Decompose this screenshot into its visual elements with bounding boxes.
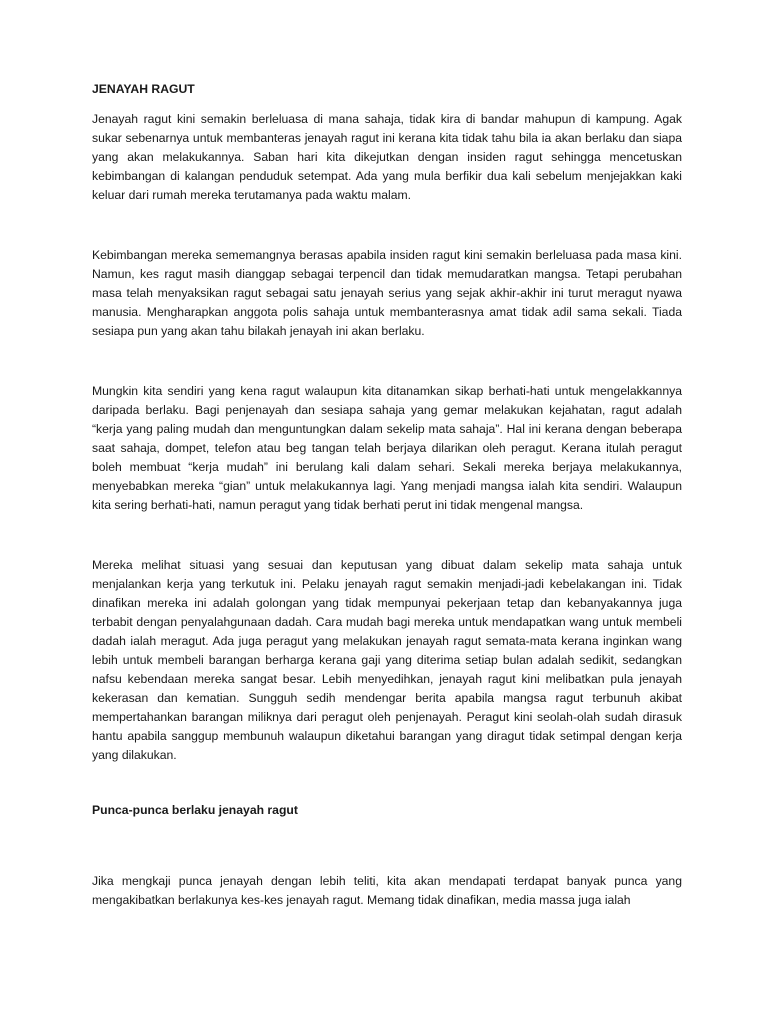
paragraph-3: Mungkin kita sendiri yang kena ragut walaupun kita ditanamkan sikap berhati-hati untuk mengelakkannya daripada berlaku. Bagi penjenayah dan sesiapa sahaja yang gemar melakukan kejahatan, ragut adalah “kerja yang paling mudah dan menguntungkan dalam sekelip mata sahaja”. Hal ini kerana dengan beberapa saat sahaja, dompet, telefon atau beg tangan telah berjaya dilarikan oleh peragut. Kerana itulah peragut boleh membuat “kerja mudah” ini berulang kali dalam sehari. Sekali mereka berjaya melakukannya, menyebabkan mereka “gian” untuk melakukannya lagi. Yang menjadi mangsa ialah kita sendiri. Walaupun kita sering berhati-hati, namun peragut yang tidak berhati perut ini tidak mengenal mangsa. xyxy=(92,384,682,512)
paragraph-spacer xyxy=(92,341,682,382)
paragraph-spacer xyxy=(92,205,682,246)
paragraph-2: Kebimbangan mereka sememangnya berasas apabila insiden ragut kini semakin berleluasa pada masa kini. Namun, kes ragut masih dianggap sebagai terpencil dan tidak memudaratkan mangsa. Tetapi perubahan masa telah menyaksikan ragut sebagai satu jenayah serius yang sejak akhir-akhir ini turut meragut nyawa manusia. Mengharapkan anggota polis sahaja untuk membanterasnya amat tidak adil sama sekali. Tiada sesiapa pun yang akan tahu bilakah jenayah ini akan berlaku. xyxy=(92,248,682,338)
paragraph-spacer xyxy=(92,831,682,872)
paragraph-5: Jika mengkaji punca jenayah dengan lebih teliti, kita akan mendapati terdapat banyak punca yang mengakibatkan berlakunya kes-kes jenayah ragut. Memang tidak dinafikan, media massa juga ialah xyxy=(92,874,682,907)
document-title: JENAYAH RAGUT xyxy=(92,82,195,96)
paragraph-spacer xyxy=(92,515,682,556)
paragraph-spacer xyxy=(92,765,682,801)
section-subheading: Punca-punca berlaku jenayah ragut xyxy=(92,803,298,817)
paragraph-4: Mereka melihat situasi yang sesuai dan keputusan yang dibuat dalam sekelip mata sahaja untuk menjalankan kerja yang terkutuk ini. Pelaku jenayah ragut semakin menjadi-jadi kebelakangan ini. Tidak dinafikan mereka ini adalah golongan yang tidak mempunyai pekerjaan tetap dan kebanyakannya juga terbabit dengan penyalahgunaan dadah. Cara mudah bagi mereka untuk mendapatkan wang untuk membeli dadah ialah meragut. Ada juga peragut yang melakukan jenayah ragut semata-mata kerana inginkan wang lebih untuk membeli barangan berharga kerana gaji yang diterima setiap bulan adalah sedikit, sedangkan nafsu kebendaan mereka sangat besar. Lebih menyedihkan, jenayah ragut kini melibatkan pula jenayah kekerasan dan kematian. Sungguh sedih mendengar berita apabila mangsa ragut terbunuh akibat mempertahankan barangan miliknya dari peragut oleh penjenayah. Peragut kini seolah-olah sudah dirasuk hantu apabila sanggup membunuh walaupun diketahui barangan yang diragut tidak setimpal dengan kerja yang dilakukan. xyxy=(92,558,682,762)
document-page xyxy=(92,80,682,910)
paragraph-1: Jenayah ragut kini semakin berleluasa di mana sahaja, tidak kira di bandar mahupun di kampung. Agak sukar sebenarnya untuk membanteras jenayah ragut ini kerana kita tidak tahu bila ia akan berlaku dan siapa yang akan melakukannya. Saban hari kita dikejutkan dengan insiden ragut sehingga mencetuskan kebimbangan di kalangan penduduk setempat. Ada yang mula berfikir dua kali sebelum menjejakkan kaki keluar dari rumah mereka terutamanya pada waktu malam. xyxy=(92,112,682,202)
